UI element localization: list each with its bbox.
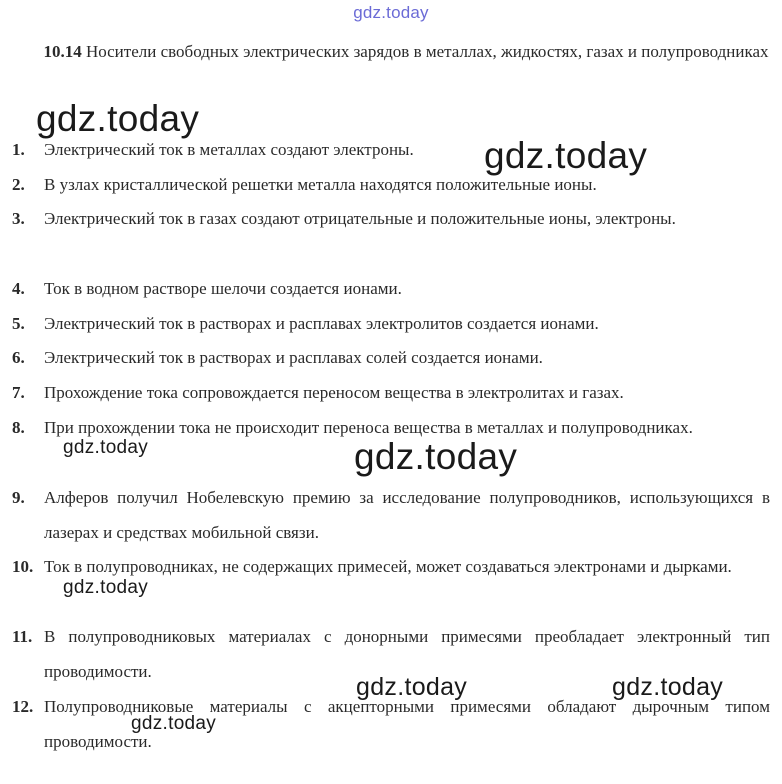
item-text: Ток в водном растворе шелочи создается ионами. <box>44 279 402 298</box>
item-number: 2. <box>12 175 25 194</box>
list-item <box>12 271 770 306</box>
watermark: gdz.today <box>612 673 724 701</box>
list-item <box>12 340 770 375</box>
watermark: gdz.today <box>36 98 200 139</box>
page-title <box>30 36 782 67</box>
list-item <box>12 480 770 550</box>
item-text: Алферов получил Нобелевскую премию за исследование полупроводников, использующихся в лазерах и средствах мобильной связи. <box>44 488 770 542</box>
title-text: Носители свободных электрических зарядов в металлах, жидкостях, газах и полупроводниках <box>85 42 769 61</box>
item-text: Электрический ток в растворах и расплавах солей создается ионами. <box>44 348 543 367</box>
list-item <box>12 375 770 410</box>
watermark: gdz.today <box>131 713 217 734</box>
item-text: Полупроводниковые материалы с акцепторными примесями обладают дырочным типом проводимости. <box>44 697 770 751</box>
item-number: 8. <box>12 418 25 437</box>
item-text: Электрический ток в металлах создают электроны. <box>44 140 414 159</box>
item-number: 7. <box>12 383 25 402</box>
item-text: В полупроводниковых материалах с донорными примесями преобладает электронный тип проводимости. <box>44 627 770 681</box>
watermark: gdz.today <box>356 673 468 701</box>
item-number: 10. <box>12 557 34 576</box>
item-number: 12. <box>12 697 34 716</box>
item-number: 9. <box>12 488 25 507</box>
watermark: gdz.today <box>63 577 149 598</box>
item-number: 6. <box>12 348 25 367</box>
item-number: 4. <box>12 279 25 298</box>
item-text: Ток в полупроводниках, не содержащих примесей, может создаваться электронами и дырками. <box>44 557 732 576</box>
item-number: 5. <box>12 314 25 333</box>
list-item <box>12 306 770 341</box>
list-item <box>12 201 770 236</box>
watermark: gdz.today <box>354 436 518 477</box>
item-text: В узлах кристаллической решетки металла находятся положительные ионы. <box>44 175 597 194</box>
item-text: Электрический ток в газах создают отрицательные и положительные ионы, электроны. <box>44 209 676 228</box>
watermark: gdz.today <box>63 437 149 458</box>
list-item <box>12 167 770 202</box>
item-text: Прохождение тока сопровождается переносом вещества в электролитах и газах. <box>44 383 624 402</box>
watermark: gdz.today <box>484 135 648 176</box>
title-number: 10.14 <box>43 42 82 61</box>
watermark-top: gdz.today <box>353 3 429 22</box>
item-number: 1. <box>12 140 25 159</box>
item-text: При прохождении тока не происходит переноса вещества в металлах и полупроводниках. <box>44 418 693 437</box>
item-text: Электрический ток в растворах и расплавах электролитов создается ионами. <box>44 314 599 333</box>
item-number: 11. <box>12 627 33 646</box>
item-number: 3. <box>12 209 25 228</box>
